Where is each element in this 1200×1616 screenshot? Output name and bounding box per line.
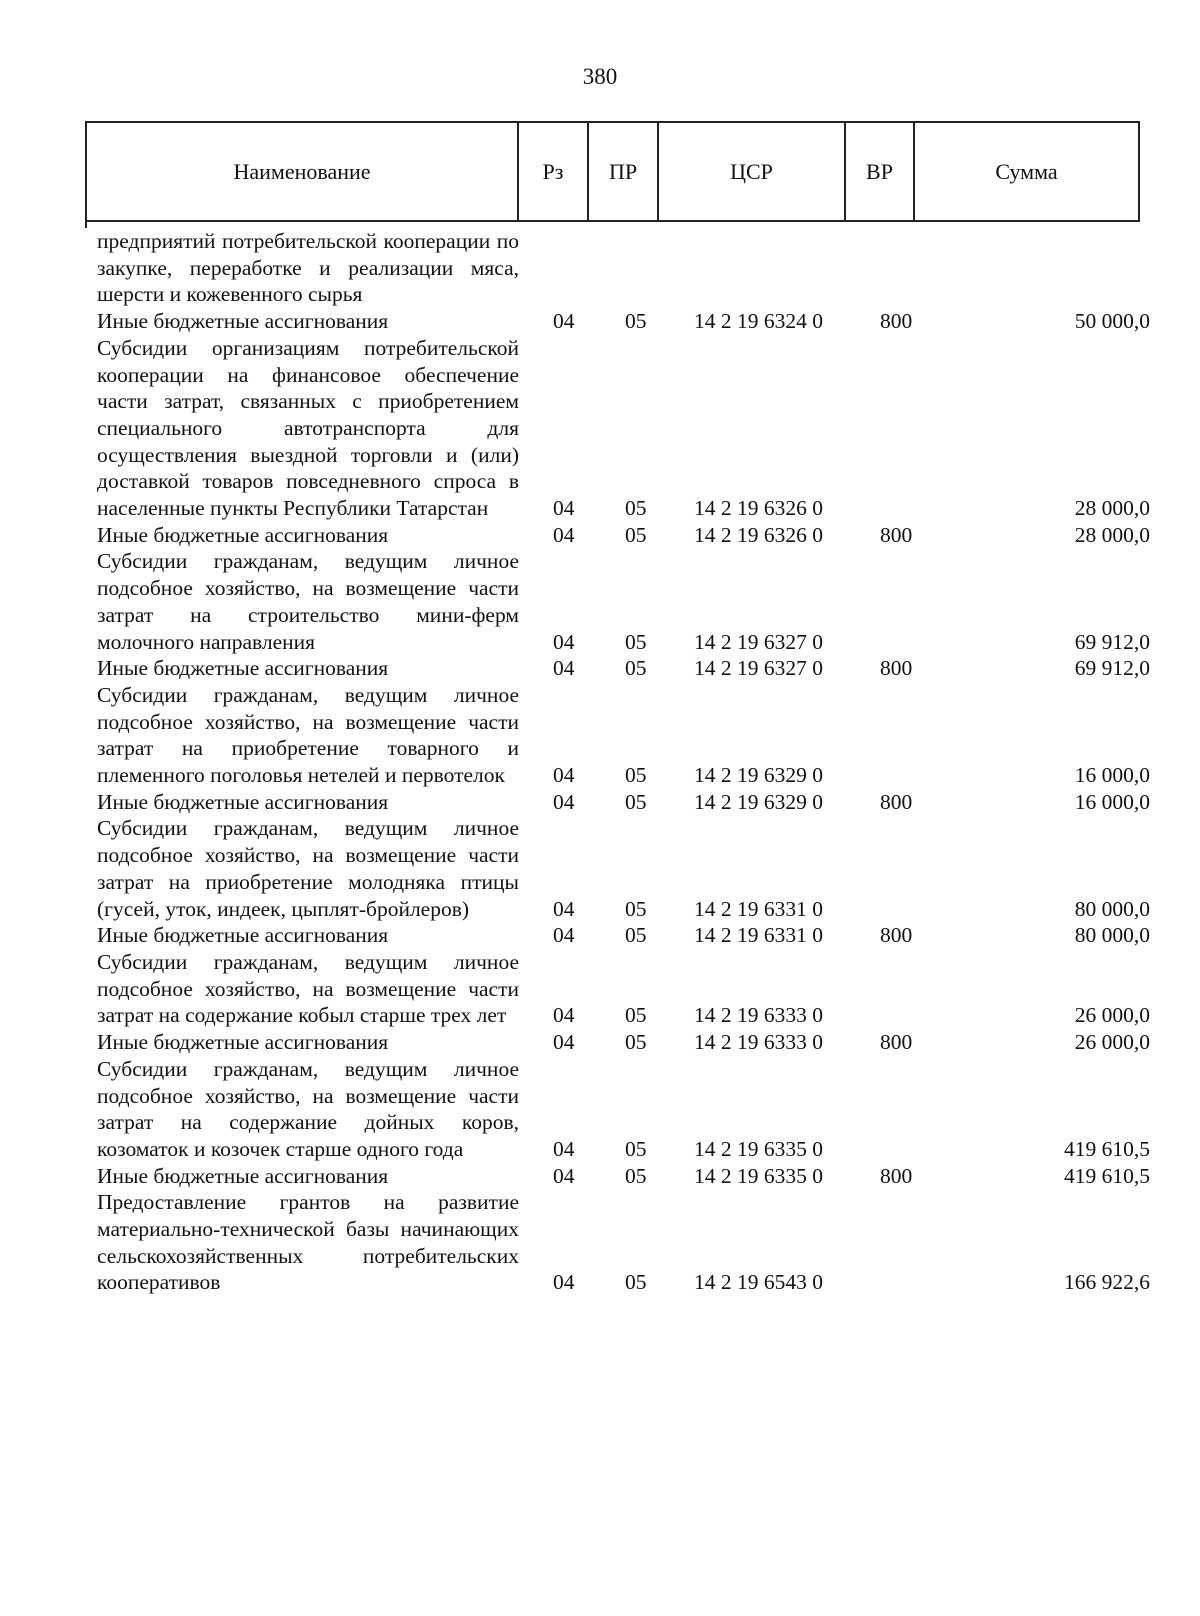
row-pr: 05 bbox=[625, 1003, 647, 1028]
row-rz: 04 bbox=[553, 629, 575, 654]
row-rz: 04 bbox=[553, 789, 575, 814]
row-csr: 14 2 19 6327 0 bbox=[694, 656, 823, 681]
row-rz: 04 bbox=[553, 923, 575, 948]
row-rz: 04 bbox=[553, 656, 575, 681]
row-csr: 14 2 19 6335 0 bbox=[694, 1163, 823, 1188]
row-name: Субсидии гражданам, ведущим личное подсобное хозяйство, на возмещение части затрат на приобретение товарного и племенного поголовья нетелей и первотелок bbox=[97, 682, 519, 788]
table-row bbox=[0, 522, 1200, 549]
row-pr: 05 bbox=[625, 522, 647, 547]
row-csr: 14 2 19 6329 0 bbox=[694, 789, 823, 814]
row-pr: 05 bbox=[625, 629, 647, 654]
row-name: Субсидии организациям потребительской кооперации на финансовое обеспечение части затрат, связанных с приобретением специального автотранспорта для осуществления выездной торговли и (или) доставкой товаров повседневного спроса в населенные пункты Республики Татарстан bbox=[97, 335, 519, 521]
column-header-rz: Рз bbox=[519, 123, 589, 220]
table-row bbox=[0, 789, 1200, 816]
table-row bbox=[0, 655, 1200, 682]
row-pr: 05 bbox=[625, 763, 647, 788]
row-csr: 14 2 19 6331 0 bbox=[694, 923, 823, 948]
column-header-name: Наименование bbox=[87, 123, 519, 220]
row-sum: 28 000,0 bbox=[1074, 496, 1150, 521]
row-sum: 80 000,0 bbox=[1074, 923, 1150, 948]
row-rz: 04 bbox=[553, 496, 575, 521]
row-sum: 419 610,5 bbox=[1064, 1163, 1150, 1188]
row-sum: 166 922,6 bbox=[1064, 1270, 1150, 1295]
row-vr: 800 bbox=[880, 923, 913, 948]
row-pr: 05 bbox=[625, 1270, 647, 1295]
row-sum: 80 000,0 bbox=[1074, 896, 1150, 921]
row-csr: 14 2 19 6327 0 bbox=[694, 629, 823, 654]
table-row bbox=[0, 228, 1200, 308]
row-vr: 800 bbox=[880, 656, 913, 681]
row-name: Иные бюджетные ассигнования bbox=[97, 789, 389, 814]
row-csr: 14 2 19 6324 0 bbox=[694, 309, 823, 334]
row-csr: 14 2 19 6543 0 bbox=[694, 1270, 823, 1295]
row-sum: 28 000,0 bbox=[1074, 522, 1150, 547]
row-sum: 50 000,0 bbox=[1074, 309, 1150, 334]
row-name: Иные бюджетные ассигнования bbox=[97, 309, 389, 334]
table-row bbox=[0, 1163, 1200, 1190]
column-header-pr: ПР bbox=[589, 123, 659, 220]
row-name: Иные бюджетные ассигнования bbox=[97, 656, 389, 681]
row-name: Предоставление грантов на развитие материально-технической базы начинающих сельскохозяйственных потребительских кооперативов bbox=[97, 1190, 519, 1295]
row-csr: 14 2 19 6331 0 bbox=[694, 896, 823, 921]
table-body bbox=[0, 228, 1200, 1296]
table-row bbox=[0, 548, 1200, 655]
row-sum: 419 610,5 bbox=[1064, 1136, 1150, 1161]
row-rz: 04 bbox=[553, 1270, 575, 1295]
column-header-vr: ВР bbox=[846, 123, 915, 220]
row-rz: 04 bbox=[553, 896, 575, 921]
row-rz: 04 bbox=[553, 522, 575, 547]
column-header-csr: ЦСР bbox=[659, 123, 846, 220]
table-row bbox=[0, 682, 1200, 789]
row-csr: 14 2 19 6333 0 bbox=[694, 1030, 823, 1055]
table-row bbox=[0, 949, 1200, 1029]
row-pr: 05 bbox=[625, 789, 647, 814]
row-name: Субсидии гражданам, ведущим личное подсобное хозяйство, на возмещение части затрат на содержание кобыл старше трех лет bbox=[97, 949, 519, 1028]
row-rz: 04 bbox=[553, 1136, 575, 1161]
row-name: Иные бюджетные ассигнования bbox=[97, 923, 389, 948]
row-rz: 04 bbox=[553, 763, 575, 788]
row-pr: 05 bbox=[625, 923, 647, 948]
row-name: предприятий потребительской кооперации по закупке, переработке и реализации мяса, шерсти и кожевенного сырья bbox=[97, 229, 519, 307]
row-pr: 05 bbox=[625, 1163, 647, 1188]
row-vr: 800 bbox=[880, 789, 913, 814]
row-csr: 14 2 19 6326 0 bbox=[694, 522, 823, 547]
row-pr: 05 bbox=[625, 1030, 647, 1055]
row-name: Субсидии гражданам, ведущим личное подсобное хозяйство, на возмещение части затрат на содержание дойных коров, козоматок и козочек старше одного года bbox=[97, 1056, 519, 1161]
table-row bbox=[0, 815, 1200, 922]
row-csr: 14 2 19 6329 0 bbox=[694, 763, 823, 788]
row-vr: 800 bbox=[880, 1163, 913, 1188]
row-sum: 69 912,0 bbox=[1074, 656, 1150, 681]
row-vr: 800 bbox=[880, 1030, 913, 1055]
row-rz: 04 bbox=[553, 1163, 575, 1188]
row-vr: 800 bbox=[880, 522, 913, 547]
row-rz: 04 bbox=[553, 1030, 575, 1055]
row-sum: 16 000,0 bbox=[1074, 763, 1150, 788]
table-row bbox=[0, 922, 1200, 949]
row-pr: 05 bbox=[625, 896, 647, 921]
table-row bbox=[0, 308, 1200, 335]
row-sum: 69 912,0 bbox=[1074, 629, 1150, 654]
table-header bbox=[85, 121, 1140, 222]
row-pr: 05 bbox=[625, 656, 647, 681]
table-row bbox=[0, 1056, 1200, 1163]
table-row bbox=[0, 1029, 1200, 1056]
row-csr: 14 2 19 6326 0 bbox=[694, 496, 823, 521]
table-row bbox=[0, 1189, 1200, 1296]
row-rz: 04 bbox=[553, 1003, 575, 1028]
row-pr: 05 bbox=[625, 309, 647, 334]
column-header-sum: Сумма bbox=[995, 158, 1058, 184]
row-name: Иные бюджетные ассигнования bbox=[97, 1030, 389, 1055]
row-name: Субсидии гражданам, ведущим личное подсобное хозяйство, на возмещение части затрат на строительство мини-ферм молочного направления bbox=[97, 549, 519, 654]
page-number: 380 bbox=[582, 64, 618, 89]
row-name: Иные бюджетные ассигнования bbox=[97, 1163, 389, 1188]
row-name: Субсидии гражданам, ведущим личное подсобное хозяйство, на возмещение части затрат на приобретение молодняка птицы (гусей, уток, индеек, цыплят-бройлеров) bbox=[97, 816, 519, 921]
row-vr: 800 bbox=[880, 309, 913, 334]
row-csr: 14 2 19 6333 0 bbox=[694, 1003, 823, 1028]
row-name: Иные бюджетные ассигнования bbox=[97, 522, 389, 547]
row-pr: 05 bbox=[625, 1136, 647, 1161]
row-sum: 26 000,0 bbox=[1074, 1003, 1150, 1028]
row-sum: 26 000,0 bbox=[1074, 1030, 1150, 1055]
row-rz: 04 bbox=[553, 309, 575, 334]
table-row bbox=[0, 335, 1200, 522]
row-pr: 05 bbox=[625, 496, 647, 521]
row-csr: 14 2 19 6335 0 bbox=[694, 1136, 823, 1161]
row-sum: 16 000,0 bbox=[1074, 789, 1150, 814]
